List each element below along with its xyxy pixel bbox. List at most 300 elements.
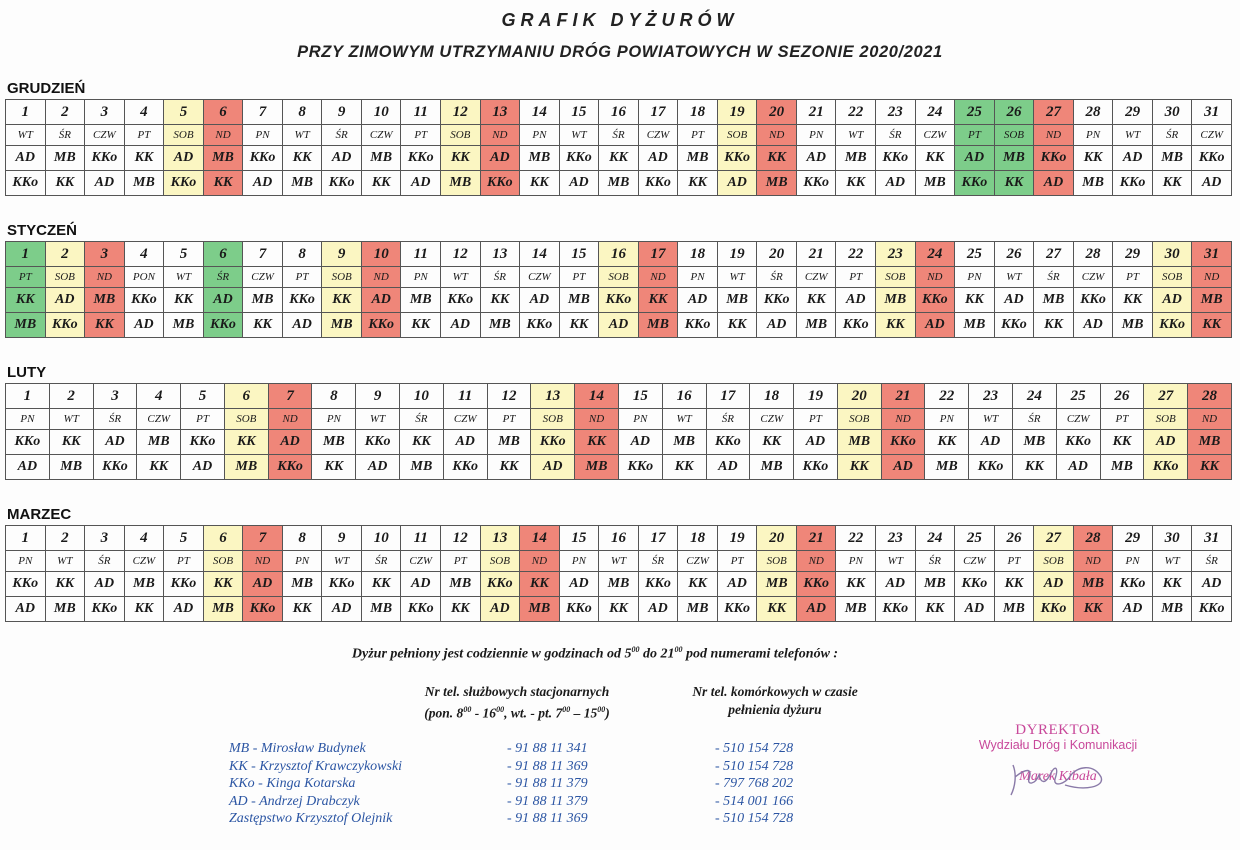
weekday-label: CZW [443, 409, 487, 430]
duty-primary: KK [6, 288, 46, 313]
duty-secondary: KK [994, 171, 1034, 196]
duty-secondary: MB [915, 171, 955, 196]
duty-primary: KKo [124, 288, 164, 313]
day-number: 17 [638, 242, 678, 267]
weekday-label: WT [49, 409, 93, 430]
weekday-label: PT [559, 267, 599, 288]
day-number: 21 [796, 100, 836, 125]
weekday-label: PN [6, 551, 46, 572]
duty-secondary-row [6, 597, 1232, 622]
duty-secondary: KK [45, 171, 85, 196]
weekday-label: ND [915, 267, 955, 288]
duty-primary: AD [638, 146, 678, 171]
duty-secondary: KK [1188, 455, 1232, 480]
weekday-label-row [6, 409, 1232, 430]
duty-secondary: KK [203, 171, 243, 196]
weekday-label: WT [322, 551, 362, 572]
duty-primary: KK [638, 288, 678, 313]
weekday-label: ŚR [638, 551, 678, 572]
duty-primary: AD [268, 430, 312, 455]
day-number: 24 [1012, 384, 1056, 409]
duty-secondary: MB [925, 455, 969, 480]
duty-secondary: MB [638, 313, 678, 338]
duty-primary: KKo [876, 146, 916, 171]
day-number: 30 [1152, 526, 1192, 551]
duty-primary: KKo [6, 572, 46, 597]
duty-secondary: AD [599, 313, 639, 338]
day-number: 13 [480, 526, 520, 551]
duty-primary: KK [994, 572, 1034, 597]
duty-primary: MB [124, 572, 164, 597]
day-number: 25 [955, 242, 995, 267]
duty-primary: MB [203, 146, 243, 171]
document-subtitle: PRZY ZIMOWYM UTRZYMANIU DRÓG POWIATOWYCH W SEZONIE 2020/2021 [297, 43, 943, 61]
weekday-label: ND [1034, 125, 1074, 146]
duty-secondary: KKo [618, 455, 662, 480]
weekday-label: SOB [717, 125, 757, 146]
day-number: 22 [836, 242, 876, 267]
duty-primary: AD [678, 288, 718, 313]
duty-primary: KK [441, 146, 481, 171]
duty-primary: AD [520, 288, 560, 313]
day-number: 12 [441, 100, 481, 125]
weekday-label: ND [361, 267, 401, 288]
weekday-label: PT [836, 267, 876, 288]
weekday-label: PT [717, 551, 757, 572]
duty-primary: MB [361, 146, 401, 171]
duty-primary: KK [955, 288, 995, 313]
weekday-label: PN [796, 125, 836, 146]
duty-primary: KKo [85, 146, 125, 171]
stamp-title: DYREKTOR [1015, 722, 1101, 738]
weekday-label: WT [559, 125, 599, 146]
duty-secondary: KKo [243, 597, 283, 622]
duty-primary: KKo [441, 288, 481, 313]
weekday-label: WT [164, 267, 204, 288]
duty-secondary: KKo [520, 313, 560, 338]
weekday-label: PN [618, 409, 662, 430]
weekday-label: PON [124, 267, 164, 288]
duty-primary: KK [203, 572, 243, 597]
day-number: 14 [575, 384, 619, 409]
weekday-label: SOB [994, 125, 1034, 146]
duty-secondary: KKo [836, 313, 876, 338]
month-label: LUTY [7, 364, 47, 381]
stamp-department: Wydziału Dróg i Komunikacji [978, 738, 1138, 752]
duty-secondary: MB [282, 171, 322, 196]
weekday-label: SOB [480, 551, 520, 572]
duty-secondary: MB [575, 455, 619, 480]
duty-secondary: KKo [361, 313, 401, 338]
weekday-label: ND [1073, 551, 1113, 572]
duty-secondary: KK [1034, 313, 1074, 338]
duty-secondary: KK [1192, 313, 1232, 338]
duty-primary: KK [796, 288, 836, 313]
weekday-label: WT [662, 409, 706, 430]
weekday-label: WT [356, 409, 400, 430]
day-number: 16 [599, 100, 639, 125]
month-label: MARZEC [7, 506, 72, 523]
duty-primary: KKo [322, 572, 362, 597]
day-number: 3 [85, 526, 125, 551]
weekday-label: ŚR [203, 267, 243, 288]
day-number: 15 [559, 526, 599, 551]
duty-primary: KKo [955, 572, 995, 597]
weekday-label: CZW [401, 551, 441, 572]
duty-secondary: KKo [796, 171, 836, 196]
duty-primary: MB [994, 146, 1034, 171]
document-title: GRAFIK DYŻURÓW [501, 10, 739, 30]
day-number: 22 [836, 526, 876, 551]
weekday-label: ŚR [599, 125, 639, 146]
duty-primary: AD [164, 146, 204, 171]
duty-secondary: AD [559, 171, 599, 196]
weekday-label: SOB [1034, 551, 1074, 572]
month-table [5, 525, 1232, 622]
duty-secondary: KKo [443, 455, 487, 480]
day-number: 11 [401, 242, 441, 267]
duty-primary: AD [322, 146, 362, 171]
weekday-label: ND [1192, 267, 1232, 288]
duty-primary: KKo [480, 572, 520, 597]
duty-secondary: AD [6, 455, 50, 480]
weekday-label: PT [164, 551, 204, 572]
duty-primary: AD [1192, 572, 1232, 597]
duty-secondary: MB [994, 597, 1034, 622]
duty-primary: KKo [401, 146, 441, 171]
duty-primary: KK [1100, 430, 1144, 455]
landline-column-header: Nr tel. służbowych stacjonarnych (pon. $8^{00} - 16^{00}$, wt. - pt. $7^{00} - 15^{00}$) [424, 684, 610, 721]
day-number: 5 [164, 242, 204, 267]
day-number: 22 [925, 384, 969, 409]
weekday-label: PT [181, 409, 225, 430]
duty-primary: KKo [243, 146, 283, 171]
duty-secondary: KKo [85, 597, 125, 622]
duty-secondary: MB [750, 455, 794, 480]
duty-primary: KK [400, 430, 444, 455]
duty-primary: KKo [164, 572, 204, 597]
duty-secondary: KK [1073, 597, 1113, 622]
day-number: 23 [876, 100, 916, 125]
weekday-label: PT [6, 267, 46, 288]
duty-secondary: AD [401, 171, 441, 196]
duty-primary: AD [618, 430, 662, 455]
duty-primary: MB [282, 572, 322, 597]
day-number: 18 [750, 384, 794, 409]
weekday-label: WT [45, 551, 85, 572]
weekday-label: CZW [137, 409, 181, 430]
day-number: 23 [876, 242, 916, 267]
weekday-label: ND [757, 125, 797, 146]
day-number: 25 [1056, 384, 1100, 409]
duty-primary: AD [361, 288, 401, 313]
duty-secondary: KKo [559, 597, 599, 622]
contact-landline: - 91 88 11 341 [507, 741, 588, 756]
weekday-label: PN [6, 409, 50, 430]
day-number: 13 [531, 384, 575, 409]
duty-primary: MB [85, 288, 125, 313]
duty-secondary: KKo [480, 171, 520, 196]
duty-primary: MB [915, 572, 955, 597]
day-number: 3 [85, 100, 125, 125]
day-number: 24 [915, 526, 955, 551]
weekday-label-row [6, 125, 1232, 146]
weekday-label: WT [969, 409, 1013, 430]
weekday-label: WT [717, 267, 757, 288]
day-number: 30 [1152, 242, 1192, 267]
duty-secondary: KK [757, 597, 797, 622]
weekday-label: SOB [757, 551, 797, 572]
day-number: 1 [6, 242, 46, 267]
duty-secondary: AD [1192, 171, 1232, 196]
day-number: 31 [1192, 242, 1232, 267]
duty-secondary: KK [243, 313, 283, 338]
duty-secondary: KK [312, 455, 356, 480]
day-number: 12 [487, 384, 531, 409]
day-number: 1 [6, 100, 46, 125]
duty-secondary: MB [1152, 597, 1192, 622]
weekday-label: ND [243, 551, 283, 572]
month-table [5, 241, 1232, 338]
weekday-label: SOB [164, 125, 204, 146]
duty-secondary: AD [243, 171, 283, 196]
day-number: 7 [243, 526, 283, 551]
duty-secondary: KKo [268, 455, 312, 480]
duty-primary: AD [45, 288, 85, 313]
day-number: 29 [1113, 100, 1153, 125]
duty-primary: KKo [1056, 430, 1100, 455]
duty-secondary: AD [638, 597, 678, 622]
duty-secondary: MB [1100, 455, 1144, 480]
duty-secondary: AD [1034, 171, 1074, 196]
duty-primary: MB [1192, 288, 1232, 313]
day-number: 10 [361, 242, 401, 267]
duty-secondary: KK [1152, 171, 1192, 196]
duty-secondary: KK [559, 313, 599, 338]
day-number: 19 [717, 242, 757, 267]
weekday-label: WT [1152, 551, 1192, 572]
day-number: 27 [1034, 100, 1074, 125]
duty-secondary: KKo [401, 597, 441, 622]
day-number: 4 [124, 100, 164, 125]
duty-secondary: MB [124, 171, 164, 196]
duty-secondary: KKo [203, 313, 243, 338]
duty-primary: KKo [356, 430, 400, 455]
duty-primary-row [6, 572, 1232, 597]
weekday-label: PT [678, 125, 718, 146]
duty-secondary: KK [599, 597, 639, 622]
duty-secondary: AD [915, 313, 955, 338]
duty-secondary: KK [124, 597, 164, 622]
duty-secondary: MB [1073, 171, 1113, 196]
weekday-label: CZW [750, 409, 794, 430]
day-number: 2 [49, 384, 93, 409]
duty-secondary: MB [757, 171, 797, 196]
day-number: 18 [678, 100, 718, 125]
duty-primary: KKo [1113, 572, 1153, 597]
duty-primary: AD [955, 146, 995, 171]
day-number: 4 [137, 384, 181, 409]
weekday-label: CZW [678, 551, 718, 572]
duty-primary: KK [520, 572, 560, 597]
day-number: 6 [203, 242, 243, 267]
day-number: 23 [969, 384, 1013, 409]
day-number: 11 [401, 526, 441, 551]
weekday-label: PT [994, 551, 1034, 572]
weekday-label: SOB [45, 267, 85, 288]
weekday-label: PT [794, 409, 838, 430]
weekday-label: CZW [124, 551, 164, 572]
day-number: 13 [480, 242, 520, 267]
weekday-label: CZW [915, 125, 955, 146]
day-number: 3 [85, 242, 125, 267]
day-number: 18 [678, 242, 718, 267]
weekday-label: ND [268, 409, 312, 430]
day-number: 8 [282, 100, 322, 125]
contact-mobile: - 797 768 202 [715, 776, 794, 791]
day-number: 27 [1034, 526, 1074, 551]
duty-primary-row [6, 288, 1232, 313]
day-number: 4 [124, 242, 164, 267]
contact-landline: - 91 88 11 379 [507, 793, 588, 809]
weekday-label-row [6, 267, 1232, 288]
day-number: 21 [796, 526, 836, 551]
weekday-label: ŚR [93, 409, 137, 430]
duty-primary: KK [1152, 572, 1192, 597]
day-number: 12 [441, 242, 481, 267]
duty-secondary: MB [45, 597, 85, 622]
day-number: 21 [881, 384, 925, 409]
day-number: 25 [955, 100, 995, 125]
duty-primary: AD [836, 288, 876, 313]
month-label: GRUDZIEŃ [7, 80, 86, 97]
contact-mobile: - 514 001 166 [715, 793, 794, 809]
weekday-label: ND [85, 267, 125, 288]
duty-primary: AD [6, 146, 46, 171]
weekday-label: PT [1113, 267, 1153, 288]
weekday-label: PN [678, 267, 718, 288]
day-number: 18 [678, 526, 718, 551]
duty-primary: KKo [1034, 146, 1074, 171]
day-number: 26 [994, 526, 1034, 551]
weekday-label: SOB [599, 267, 639, 288]
day-number: 17 [638, 526, 678, 551]
duty-primary: KK [836, 572, 876, 597]
duty-secondary: AD [6, 597, 46, 622]
day-number: 28 [1073, 100, 1113, 125]
duty-primary: KK [915, 146, 955, 171]
day-number: 19 [717, 526, 757, 551]
day-number: 2 [45, 100, 85, 125]
weekday-label: ŚR [1012, 409, 1056, 430]
duty-secondary: AD [531, 455, 575, 480]
duty-primary: KK [1073, 146, 1113, 171]
duty-secondary: KK [678, 171, 718, 196]
duty-secondary: MB [6, 313, 46, 338]
weekday-label: ŚR [480, 267, 520, 288]
duty-secondary: AD [124, 313, 164, 338]
weekday-label: SOB [441, 125, 481, 146]
duty-primary: MB [312, 430, 356, 455]
duty-secondary: MB [678, 597, 718, 622]
weekday-label: ŚR [876, 125, 916, 146]
weekday-label: ŚR [706, 409, 750, 430]
day-number: 3 [93, 384, 137, 409]
day-number: 1 [6, 526, 46, 551]
duty-primary: AD [243, 572, 283, 597]
duty-secondary: AD [876, 171, 916, 196]
day-number: 10 [361, 100, 401, 125]
duty-primary: MB [559, 288, 599, 313]
day-number: 28 [1073, 242, 1113, 267]
day-number: 9 [322, 242, 362, 267]
duty-primary-row [6, 146, 1232, 171]
weekday-label: PT [487, 409, 531, 430]
duty-primary: AD [480, 146, 520, 171]
duty-primary: MB [243, 288, 283, 313]
duty-hours-note: Dyżur pełniony jest codziennie w godzinach od $5^{00}$ do $21^{00}$ pod numerami telefonów : [351, 645, 839, 662]
day-number: 9 [322, 526, 362, 551]
weekday-label: ND [796, 551, 836, 572]
weekday-label: WT [836, 125, 876, 146]
duty-secondary: KK [662, 455, 706, 480]
weekday-label: CZW [1056, 409, 1100, 430]
duty-primary: MB [137, 430, 181, 455]
day-number-row [6, 526, 1232, 551]
duty-secondary: AD [757, 313, 797, 338]
weekday-label: PN [401, 267, 441, 288]
day-number: 26 [994, 100, 1034, 125]
contact-landline: - 91 88 11 369 [507, 811, 588, 826]
day-number: 8 [282, 526, 322, 551]
day-number: 29 [1113, 242, 1153, 267]
weekday-label: PT [124, 125, 164, 146]
weekday-label: ND [1188, 409, 1232, 430]
weekday-label: ŚR [400, 409, 444, 430]
duty-primary: AD [1034, 572, 1074, 597]
month-table [5, 383, 1232, 480]
duty-secondary: AD [706, 455, 750, 480]
stamp-director-name: Marek Kibała [1019, 769, 1097, 784]
duty-primary: AD [1152, 288, 1192, 313]
duty-primary: AD [717, 572, 757, 597]
day-number: 2 [45, 242, 85, 267]
weekday-label: ŚR [85, 551, 125, 572]
day-number: 9 [356, 384, 400, 409]
weekday-label: SOB [876, 267, 916, 288]
duty-secondary: KK [137, 455, 181, 480]
duty-primary: MB [441, 572, 481, 597]
duty-secondary: KK [915, 597, 955, 622]
duty-primary: KK [1113, 288, 1153, 313]
duty-primary: KK [45, 572, 85, 597]
duty-secondary: KK [487, 455, 531, 480]
weekday-label: WT [599, 551, 639, 572]
duty-primary: AD [1144, 430, 1188, 455]
duty-secondary: AD [322, 597, 362, 622]
duty-secondary: KKo [1144, 455, 1188, 480]
day-number: 6 [224, 384, 268, 409]
day-number: 15 [618, 384, 662, 409]
day-number: 2 [45, 526, 85, 551]
weekday-label: PN [312, 409, 356, 430]
weekday-label: PT [955, 125, 995, 146]
duty-primary: AD [994, 288, 1034, 313]
duty-primary: AD [401, 572, 441, 597]
weekday-label: PT [282, 267, 322, 288]
duty-primary: KKo [531, 430, 575, 455]
day-number: 13 [480, 100, 520, 125]
